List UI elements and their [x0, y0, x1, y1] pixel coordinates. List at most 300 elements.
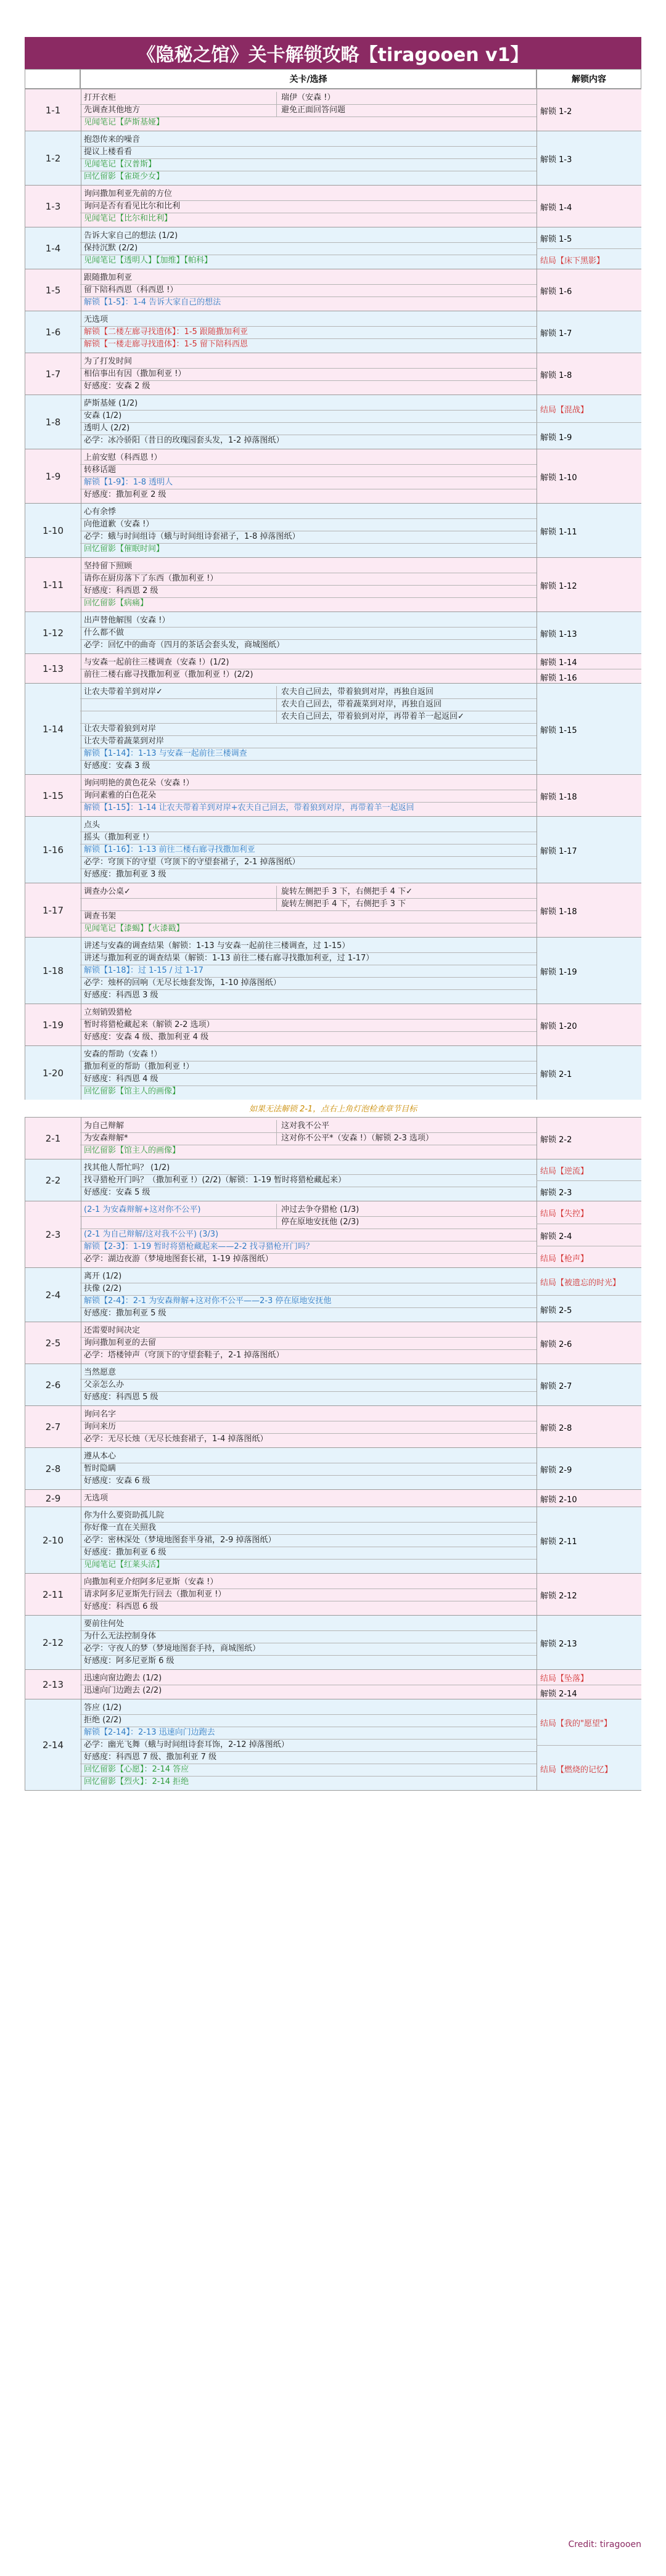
choice-text: 询问撒加利亚先前的方位 — [84, 189, 173, 198]
level-row — [25, 774, 641, 816]
choice-text: 遵从本心 — [84, 1452, 117, 1461]
level-row — [25, 1322, 641, 1364]
choice-text: 好感度：科西恩 3 级 — [84, 991, 158, 1000]
unlock-cell — [536, 1159, 641, 1201]
choice-text: 离开 (1/2) — [84, 1272, 122, 1281]
level-row — [25, 653, 641, 683]
level-id: 1-3 — [25, 186, 81, 227]
choice-text: 回忆留影【馆主人的画像】 — [84, 1146, 181, 1155]
level-id: 1-7 — [25, 353, 81, 395]
choice-text: 为自己辩解 — [84, 1121, 125, 1131]
unlock-cell — [536, 817, 641, 883]
level-row — [25, 1507, 641, 1573]
choice-text: 好感度：撒加利亚 2 级 — [84, 490, 166, 499]
choice-cell — [80, 1616, 537, 1669]
level-row — [25, 269, 641, 311]
unlock-cell — [536, 1201, 641, 1267]
unlock-cell — [536, 684, 641, 774]
unlock-cell — [536, 1364, 641, 1405]
choice-text: 询问名字 — [84, 1410, 117, 1419]
unlock-text: 解锁 1-11 — [540, 527, 577, 537]
choice-cell — [80, 817, 537, 883]
choice-text: 调查书架 — [84, 912, 117, 921]
choice-text: 告诉大家自己的想法 (1/2) — [84, 231, 178, 240]
choice-cell — [80, 1574, 537, 1615]
level-id: 1-15 — [25, 775, 81, 816]
choice-cell — [80, 612, 537, 653]
choice-text: 避免正面回答问题 — [281, 105, 346, 115]
choice-text: 询问撒加利亚的去留 — [84, 1338, 157, 1347]
level-row — [25, 311, 641, 353]
choice-cell — [80, 395, 537, 449]
choice-text: 好感度：安森 2 级 — [84, 382, 150, 391]
choice-text — [80, 898, 275, 910]
choice-text: 出声替他解围（安森 !） — [84, 616, 170, 625]
level-id: 2-13 — [25, 1670, 81, 1699]
table-header — [25, 69, 641, 89]
unlock-cell — [536, 186, 641, 227]
level-id: 1-5 — [25, 269, 81, 311]
level-row — [25, 1699, 641, 1790]
choice-cell — [80, 883, 537, 937]
choice-text: 必学：密林深处（梦境地图套半身裙，2-9 掉落图纸） — [84, 1535, 276, 1545]
choice-text: 回忆留影【烈火】：2-14 拒绝 — [84, 1777, 189, 1786]
unlock-text: 解锁 1-18 — [540, 792, 577, 802]
level-id: 1-2 — [25, 131, 81, 185]
unlock-text: 解锁 1-5 — [540, 234, 572, 244]
unlock-text: 结局【逆流】 — [540, 1166, 589, 1176]
choice-text: 好感度：撒加利亚 5 级 — [84, 1309, 166, 1318]
choice-text: 回忆留影【心愿】：2-14 答应 — [84, 1765, 189, 1774]
choice-text: 打开衣柜 — [84, 93, 117, 102]
unlock-text: 解锁 1-17 — [540, 846, 577, 856]
divider — [276, 686, 277, 723]
level-id: 1-6 — [25, 311, 81, 353]
unlock-text: 解锁 1-18 — [540, 907, 577, 917]
level-id: 1-20 — [25, 1046, 81, 1100]
choice-text: 旋转左侧把手 3 下，右侧把手 4 下✓ — [281, 887, 413, 896]
choice-text: 答应 (1/2) — [84, 1703, 122, 1712]
choice-text: 好感度：阿多尼亚斯 6 级 — [84, 1656, 175, 1666]
level-row — [25, 89, 641, 131]
choice-text: 相信事出有因（撒加利亚 !） — [84, 369, 186, 378]
unlock-text: 解锁 1-3 — [540, 155, 572, 165]
unlock-text: 结局【我的"愿望"】 — [540, 1719, 612, 1728]
level-row — [25, 1267, 641, 1322]
choice-text: 冲过去争夺猎枪 (1/3) — [281, 1205, 360, 1214]
choice-text: 见闻笔记【比尔和比利】 — [84, 214, 173, 223]
unlock-cell — [536, 1268, 641, 1322]
choice-text: 询问素雅的白色花朵 — [84, 791, 157, 800]
choice-text: 找寻猎枪开门吗？（撒加利亚 !）(2/2)（解锁：1-19 暂时将猎枪藏起来） — [84, 1176, 347, 1185]
unlock-cell — [536, 1406, 641, 1447]
choice-cell — [80, 353, 537, 395]
choice-text: 好感度：撒加利亚 3 级 — [84, 870, 166, 879]
unlock-cell — [536, 654, 641, 683]
choice-cell — [80, 89, 537, 131]
choice-text: 迅速向窗边跑去 (1/2) — [84, 1674, 162, 1683]
level-id: 1-11 — [25, 558, 81, 611]
choice-text: 询问是否有看见比尔和比利 — [84, 202, 181, 211]
level-id: 1-14 — [25, 684, 81, 774]
choice-text: 农夫自己回去，带着狼到对岸，再独自返回 — [281, 687, 434, 697]
choice-text: 心有余悸 — [84, 507, 117, 517]
col-level — [25, 69, 80, 89]
unlock-text: 解锁 2-6 — [540, 1339, 572, 1349]
level-row — [25, 1117, 641, 1159]
choice-text: 见闻笔记【萨斯基娅】 — [84, 118, 165, 127]
choice-text: 农夫自己回去，带着狼到对岸，再带着羊一起返回✓ — [281, 712, 464, 721]
unlock-cell — [536, 938, 641, 1004]
level-id: 2-10 — [25, 1507, 81, 1573]
choice-text: 迅速向门边跑去 (2/2) — [84, 1686, 162, 1695]
unlock-cell — [536, 1699, 641, 1790]
choice-text: 必学：穹顶下的守望（穹顶下的守望套裙子，2-1 掉落图纸） — [84, 857, 300, 867]
level-id: 1-13 — [25, 654, 81, 683]
choice-cell — [80, 449, 537, 503]
choice-text: 解锁【1-5】：1-4 告诉大家自己的想法 — [84, 298, 221, 307]
choice-text: 必学：冰冷骄阳（昔日的玫瑰园套头发，1-2 掉落图纸） — [84, 436, 284, 445]
choice-text: 保持沉默 (2/2) — [84, 243, 138, 253]
choice-text: 解锁【1-9】：1-8 透明人 — [84, 478, 173, 487]
choice-cell — [80, 1406, 537, 1447]
unlock-cell — [536, 1448, 641, 1489]
unlock-cell — [536, 1507, 641, 1573]
choice-text: 询问来历 — [84, 1422, 117, 1431]
unlock-cell — [536, 1670, 641, 1699]
level-id: 1-9 — [25, 449, 81, 503]
choice-text: 当然愿意 — [84, 1368, 117, 1377]
unlock-text: 结局【燃烧的记忆】 — [536, 1745, 641, 1791]
choice-text: 暂时将猎枪藏起来（解锁 2-2 选项） — [84, 1020, 215, 1029]
unlock-cell — [536, 883, 641, 937]
unlock-cell — [536, 131, 641, 185]
choice-cell — [80, 1364, 537, 1405]
choice-text: 转移话题 — [84, 465, 117, 475]
level-id: 1-16 — [25, 817, 81, 883]
unlock-text: 解锁 1-14 — [540, 658, 577, 668]
unlock-cell — [536, 504, 641, 557]
choice-text: 这对你不公平*（安森 !）（解锁 2-3 选项） — [281, 1134, 434, 1143]
unlock-cell — [536, 1046, 641, 1100]
level-row — [25, 1405, 641, 1447]
level-id: 2-3 — [25, 1201, 81, 1267]
level-id: 2-4 — [25, 1268, 81, 1322]
level-id: 2-7 — [25, 1406, 81, 1447]
choice-cell — [80, 775, 537, 816]
unlock-text: 解锁 1-16 — [536, 669, 641, 684]
level-row — [25, 1201, 641, 1267]
choice-text: 好感度：安森 3 级 — [84, 761, 150, 771]
level-row — [25, 395, 641, 449]
choice-cell — [80, 1046, 537, 1100]
choice-text: 调查办公桌✓ — [84, 887, 131, 896]
choice-cell — [80, 1201, 537, 1267]
choice-text: 请求阿多尼亚斯先行回去（撒加利亚 !） — [84, 1590, 226, 1599]
choice-text: 安森的帮助（安森 !） — [84, 1050, 162, 1059]
choice-text: 解锁【2-14】：2-13 迅速向门边跑去 — [84, 1728, 215, 1737]
choice-text: 农夫自己回去，带着蔬菜到对岸，再独自返回 — [281, 700, 442, 709]
choice-text: 拒绝 (2/2) — [84, 1715, 122, 1725]
choice-text: 坚持留下照顾 — [84, 562, 133, 571]
level-id: 2-5 — [25, 1322, 81, 1364]
choice-text: 立刻销毁猎枪 — [84, 1008, 133, 1017]
choice-text: 回忆留影【雀斑少女】 — [84, 172, 165, 181]
choice-cell — [80, 1118, 537, 1159]
unlock-cell — [536, 1118, 641, 1159]
unlock-cell — [536, 227, 641, 269]
level-row — [25, 1045, 641, 1100]
choice-text: 提议上楼看看 — [84, 147, 133, 157]
level-row — [25, 1615, 641, 1669]
choice-text: 让农夫带着羊到对岸✓ — [84, 687, 163, 697]
level-row — [25, 1669, 641, 1699]
choice-text: 为什么无法控制身体 — [84, 1632, 157, 1641]
choice-text: 好感度：科西恩 5 级 — [84, 1392, 158, 1402]
unlock-text: 解锁 1-20 — [540, 1021, 577, 1031]
table-bottom-border — [25, 1790, 641, 1791]
choice-cell — [80, 227, 537, 269]
choice-text: 解锁【1-15】：1-14 让农夫带着羊到对岸+农夫自己回去，带着狼到对岸，再带着羊一起返回 — [84, 803, 414, 812]
choice-cell — [80, 1004, 537, 1045]
choice-text: 向撒加利亚介绍阿多尼亚斯（安森 !） — [84, 1577, 218, 1587]
unlock-cell — [536, 558, 641, 611]
level-row — [25, 227, 641, 269]
choice-text: (2-1 为自己辩解/这对我不公平) (3/3) — [84, 1230, 219, 1239]
unlock-cell — [536, 775, 641, 816]
choice-text: 回忆留影【催眠时间】 — [84, 544, 165, 554]
choice-text: 与安森一起前往三楼调查（安森 !）(1/2) — [84, 658, 229, 667]
choice-text: 跟随撒加利亚 — [84, 273, 133, 282]
choice-cell — [80, 1448, 537, 1489]
choice-text: 解锁【1-18】：过 1-15 / 过 1-17 — [84, 966, 204, 975]
unlock-cell — [536, 311, 641, 353]
choice-text: 为安森辩解* — [84, 1134, 128, 1143]
choice-text: 必学：蛾与时间组诗（蛾与时间组诗套裙子，1-8 掉落图纸） — [84, 532, 300, 541]
choice-text: 好感度：安森 5 级 — [84, 1188, 150, 1197]
choice-text: 必学：无尽长烛（无尽长烛套裙子，1-4 掉落图纸） — [84, 1434, 268, 1444]
choice-text: 扶像 (2/2) — [84, 1284, 122, 1293]
unlock-cell — [536, 612, 641, 653]
unlock-cell — [536, 353, 641, 395]
choice-text: 什么都不做 — [84, 628, 125, 637]
choice-text: 见闻笔记【汉普斯】 — [84, 160, 157, 169]
unlock-text: 解锁 2-3 — [536, 1180, 641, 1202]
level-row — [25, 1447, 641, 1489]
unlock-cell — [536, 1490, 641, 1507]
unlock-text: 解锁 1-12 — [540, 581, 577, 591]
level-id: 2-8 — [25, 1448, 81, 1489]
credit: Credit: tiragooen — [568, 2540, 641, 2549]
choice-text: 好感度：撒加利亚 6 级 — [84, 1548, 166, 1557]
level-row — [25, 816, 641, 883]
choice-text — [80, 698, 275, 711]
choice-text: (2-1 为安森辩解+这对你不公平) — [84, 1205, 201, 1214]
level-row — [25, 683, 641, 774]
choice-text: 瑞伊（安森 !） — [281, 93, 335, 102]
page-title: 《隐秘之馆》关卡解锁攻略【tiragooen v1】 — [25, 37, 641, 69]
choice-text: 请你在厨房落下了东西（撒加利亚 !） — [84, 574, 218, 583]
choice-text: 找其他人帮忙吗？ (1/2) — [84, 1163, 170, 1172]
unlock-text: 结局【坠落】 — [540, 1674, 589, 1683]
level-id: 1-19 — [25, 1004, 81, 1045]
choice-text: 无选项 — [84, 315, 109, 324]
col-choice: 关卡/选择 — [80, 69, 536, 89]
unlock-cell — [536, 269, 641, 311]
level-row — [25, 449, 641, 503]
unlock-text: 解锁 2-1 — [540, 1069, 572, 1079]
choice-cell — [80, 1268, 537, 1322]
unlock-text: 结局【枪声】 — [536, 1246, 641, 1269]
level-id: 2-6 — [25, 1364, 81, 1405]
unlock-cell — [536, 89, 641, 131]
unlock-text: 解锁 1-10 — [540, 473, 577, 483]
unlock-cell — [536, 1616, 641, 1669]
level-id: 2-14 — [25, 1699, 81, 1790]
choice-cell — [80, 684, 537, 774]
choice-text: 讲述与安森的调查结果（解锁：1-13 与安森一起前往三楼调查，过 1-15） — [84, 941, 350, 951]
unlock-text: 解锁 2-4 — [536, 1224, 641, 1246]
level-row — [25, 1364, 641, 1405]
unlock-text: 解锁 1-4 — [540, 203, 572, 213]
unlock-text: 结局【失控】 — [540, 1209, 589, 1219]
choice-text: 好感度：科西恩 6 级 — [84, 1602, 158, 1611]
unlock-text: 解锁 2-12 — [540, 1591, 577, 1601]
chapter-note: 如果无法解锁 2-1，点右上角灯泡检查章节目标 — [249, 1105, 417, 1114]
level-row — [25, 353, 641, 395]
choice-cell — [80, 1322, 537, 1364]
choice-text: 必学：烛杯的回响（无尽长烛套发饰，1-10 掉落图纸） — [84, 978, 281, 987]
choice-text: 必学：幽光飞舞（蛾与时间组诗套耳饰，2-12 掉落图纸） — [84, 1740, 289, 1749]
choice-text: 解锁【2-4】：2-1 为安森辩解+这对你不公平——2-3 停在原地安抚他 — [84, 1296, 332, 1306]
level-id: 2-2 — [25, 1159, 81, 1201]
level-row — [25, 937, 641, 1004]
unlock-text: 解锁 1-2 — [540, 107, 572, 117]
level-row — [25, 611, 641, 653]
unlock-text: 解锁 2-5 — [536, 1295, 641, 1323]
choice-text: 好感度：科西恩 4 级 — [84, 1074, 158, 1084]
top-margin — [0, 0, 666, 37]
unlock-cell — [536, 449, 641, 503]
choice-text: 解锁【2-3】：1-19 暂时将猎枪藏起来——2-2 找寻猎枪开门吗？ — [84, 1242, 314, 1251]
choice-text: 让农夫带着蔬菜到对岸 — [84, 737, 165, 746]
divider — [276, 1204, 277, 1229]
unlock-text: 解锁 1-6 — [540, 287, 572, 296]
choice-text: 解锁【二楼左廊寻找遗体】：1-5 跟随撒加利亚 — [84, 327, 248, 337]
unlock-cell — [536, 1322, 641, 1364]
unlock-text: 解锁 2-10 — [540, 1495, 577, 1505]
choice-text: 解锁【一楼走廊寻找遗体】：1-5 留下陪科西恩 — [84, 340, 248, 349]
unlock-text: 解锁 2-13 — [540, 1639, 577, 1649]
choice-text: 讲述与撒加利亚的调查结果（解锁：1-13 前往二楼右廊寻找撒加利亚，过 1-17） — [84, 954, 374, 963]
choice-text: 必学：塔楼钟声（穹顶下的守望套鞋子，2-1 掉落图纸） — [84, 1351, 284, 1360]
choice-text: 安森 (1/2) — [84, 411, 122, 420]
unlock-text: 结局【被遗忘的时光】 — [540, 1278, 621, 1288]
unlock-text: 解锁 1-8 — [540, 370, 572, 380]
choice-text: 父亲怎么办 — [84, 1380, 125, 1389]
unlock-text: 结局【床下黑影】 — [536, 248, 641, 270]
choice-text — [80, 711, 275, 723]
unlock-text: 解锁 1-7 — [540, 329, 572, 338]
level-row — [25, 503, 641, 557]
choice-text: 必学：守夜人的梦（梦境地图套手持，商城图纸） — [84, 1644, 261, 1653]
choice-text: 解锁【1-16】：1-13 前往二楼右廊寻找撒加利亚 — [84, 845, 255, 854]
choice-text: 好感度：安森 4 级、撒加利亚 4 级 — [84, 1032, 209, 1042]
level-id: 2-12 — [25, 1616, 81, 1669]
choice-cell — [80, 131, 537, 185]
level-id: 1-1 — [25, 89, 81, 131]
choice-text: 先调查其他地方 — [84, 105, 141, 115]
level-id: 2-11 — [25, 1574, 81, 1615]
unlock-text: 解锁 1-19 — [540, 967, 577, 977]
choice-cell — [80, 504, 537, 557]
choice-text: 摇头（撒加利亚 !） — [84, 833, 154, 842]
choice-cell — [80, 1507, 537, 1573]
choice-text: 你为什么要资助孤儿院 — [84, 1511, 165, 1520]
choice-text: 旋转左侧把手 4 下，右侧把手 3 下 — [281, 899, 406, 909]
level-id: 1-17 — [25, 883, 81, 937]
choice-text: 撒加利亚的帮助（撒加利亚 !） — [84, 1062, 194, 1071]
choice-text: 上前安慰（科西恩 !） — [84, 453, 162, 462]
unlock-cell — [536, 395, 641, 449]
choice-text: 好感度：科西恩 7 级、撒加利亚 7 级 — [84, 1752, 217, 1762]
level-id: 1-8 — [25, 395, 81, 449]
unlock-text: 解锁 1-13 — [540, 629, 577, 639]
divider — [276, 92, 277, 117]
unlock-text: 解锁 2-9 — [540, 1465, 572, 1475]
choice-text: 停在原地安抚他 (2/3) — [281, 1217, 360, 1227]
level-id: 2-1 — [25, 1118, 81, 1159]
unlock-text: 解锁 1-9 — [536, 422, 641, 450]
choice-cell — [80, 269, 537, 311]
unlock-text: 结局【混战】 — [540, 405, 589, 415]
choice-text: 无选项 — [84, 1494, 109, 1503]
choice-text: 点头 — [84, 820, 101, 830]
choice-text: 好感度：安森 6 级 — [84, 1476, 150, 1486]
choice-text: 暂时隐瞒 — [84, 1464, 117, 1473]
unlock-text: 解锁 2-8 — [540, 1423, 572, 1433]
unlock-text: 解锁 2-14 — [536, 1685, 641, 1700]
level-row — [25, 1004, 641, 1045]
choice-text: 见闻笔记【红莱头活】 — [84, 1560, 165, 1569]
level-id: 1-4 — [25, 227, 81, 269]
choice-cell — [80, 938, 537, 1004]
choice-text: 你好像一直在关照我 — [84, 1523, 157, 1532]
choice-text: 透明人 (2/2) — [84, 423, 130, 433]
level-row — [25, 557, 641, 611]
choice-text: 为了打发时间 — [84, 357, 133, 366]
level-row — [25, 883, 641, 937]
divider — [276, 1120, 277, 1145]
level-row — [25, 185, 641, 227]
choice-text — [80, 1216, 275, 1229]
level-id: 1-10 — [25, 504, 81, 557]
unlock-text: 解锁 1-15 — [540, 726, 577, 735]
level-id: 1-12 — [25, 612, 81, 653]
level-id: 1-18 — [25, 938, 81, 1004]
choice-text: 必学：湖边夜游（梦境地图套长裙，1-19 掉落图纸） — [84, 1254, 273, 1264]
choice-cell — [80, 654, 537, 683]
choice-text: 这对我不公平 — [281, 1121, 330, 1131]
choice-text: 回忆留影【病痛】 — [84, 599, 149, 608]
choice-text: 好感度：科西恩 2 级 — [84, 586, 158, 595]
choice-text: 见闻笔记【透明人】【加维】【帕科】 — [84, 256, 213, 265]
choice-text: 抱怨传来的噪音 — [84, 135, 141, 144]
choice-cell — [80, 186, 537, 227]
level-row — [25, 1489, 641, 1507]
col-unlock: 解锁内容 — [536, 69, 641, 89]
choice-text: 必学：回忆中的曲奇（四月的茶话会套头发，商城图纸） — [84, 640, 285, 650]
